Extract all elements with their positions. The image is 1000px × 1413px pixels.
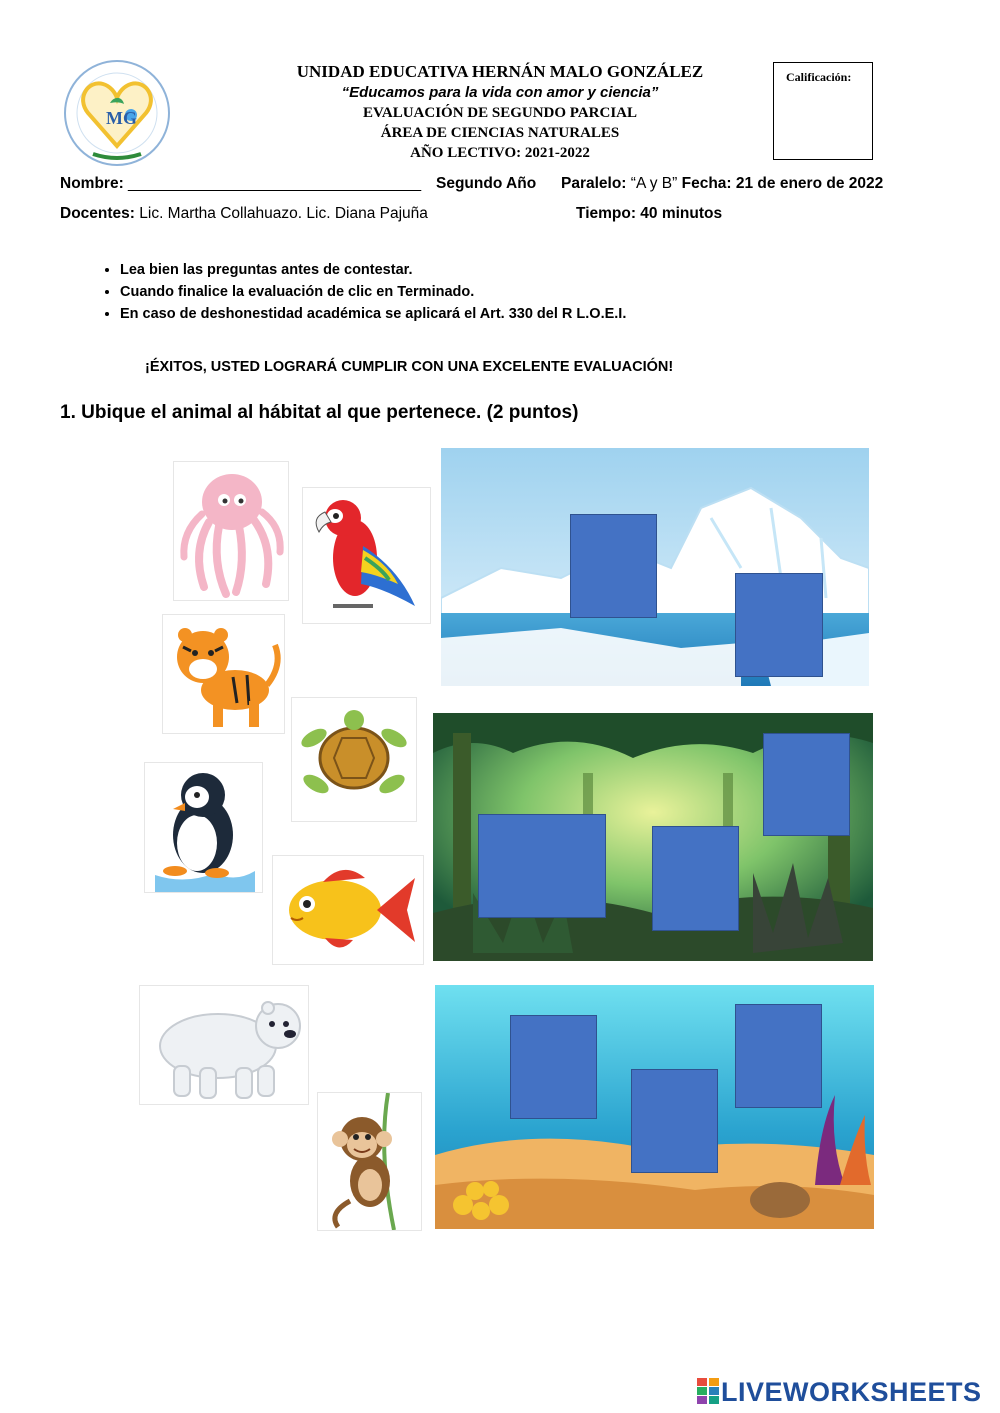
drop-zone-ocean-3[interactable] bbox=[735, 1004, 822, 1108]
school-name: UNIDAD EDUCATIVA HERNÁN MALO GONZÁLEZ bbox=[296, 62, 704, 81]
penguin-card[interactable] bbox=[145, 763, 262, 892]
ocean-habitat bbox=[435, 985, 874, 1229]
exam-title: EVALUACIÓN DE SEGUNDO PARCIAL bbox=[362, 105, 638, 121]
drop-zone-jungle-1[interactable] bbox=[478, 814, 606, 918]
teachers-row bbox=[60, 205, 428, 223]
instruction-item: • Lea bien las preguntas antes de contestar. bbox=[120, 262, 626, 278]
grade-label: Calificación: bbox=[786, 70, 852, 84]
jungle-habitat bbox=[433, 713, 873, 961]
drop-zone-ocean-1[interactable] bbox=[510, 1015, 597, 1119]
liveworksheets-logo bbox=[697, 1377, 982, 1408]
polar-bear-icon bbox=[140, 986, 308, 1104]
instructions-list bbox=[90, 262, 626, 328]
instruction-item: • Cuando finalice la evaluación de clic en Terminado. bbox=[120, 284, 626, 300]
polar-habitat bbox=[441, 448, 869, 686]
drop-zone-jungle-2[interactable] bbox=[652, 826, 739, 931]
teachers-names: Lic. Martha Collahuazo. Lic. Diana Pajuña bbox=[139, 205, 428, 222]
logo-initials: MG bbox=[106, 108, 137, 128]
name-label: Nombre: bbox=[60, 175, 124, 192]
fish-icon bbox=[273, 856, 423, 964]
paralelo-value: “A y B” bbox=[630, 175, 678, 192]
fish-card[interactable] bbox=[273, 856, 423, 964]
drop-zone-ocean-2[interactable] bbox=[631, 1069, 718, 1173]
grade-box bbox=[773, 62, 873, 160]
drop-zone-jungle-3[interactable] bbox=[763, 733, 850, 836]
polar-bear-card[interactable] bbox=[140, 986, 308, 1104]
monkey-icon bbox=[318, 1093, 421, 1230]
drop-zone-polar-2[interactable] bbox=[735, 573, 823, 677]
brand-text: LIVEWORKSHEETS bbox=[721, 1377, 982, 1407]
subject-area: ÁREA DE CIENCIAS NATURALES bbox=[380, 125, 620, 141]
drop-zone-polar-1[interactable] bbox=[570, 514, 657, 618]
tiger-card[interactable] bbox=[163, 615, 284, 733]
school-logo bbox=[58, 58, 176, 168]
monkey-card[interactable] bbox=[318, 1093, 421, 1230]
octopus-card[interactable] bbox=[174, 462, 288, 600]
instruction-item: • En caso de deshonestidad académica se aplicará el Art. 330 del R L.O.E.I. bbox=[120, 306, 626, 322]
penguin-icon bbox=[145, 763, 262, 892]
teachers-label: Docentes: bbox=[60, 205, 135, 222]
school-motto: “Educamos para la vida con amor y ciencia” bbox=[341, 84, 659, 101]
turtle-icon bbox=[292, 698, 416, 821]
question-title: 1. Ubique el animal al hábitat al que pertenece. (2 puntos) bbox=[60, 402, 579, 423]
paralelo-label: Paralelo: bbox=[561, 175, 627, 192]
success-message: ¡ÉXITOS, USTED LOGRARÁ CUMPLIR CON UNA EXCELENTE EVALUACIÓN! bbox=[145, 359, 674, 375]
turtle-card[interactable] bbox=[292, 698, 416, 821]
octopus-icon bbox=[174, 462, 288, 600]
name-blank: __________________________________ bbox=[128, 175, 422, 192]
date-label: Fecha: 21 de enero de 2022 bbox=[681, 175, 884, 192]
school-year: AÑO LECTIVO: 2021-2022 bbox=[410, 145, 590, 161]
name-row bbox=[60, 175, 421, 193]
course-label: Segundo Año bbox=[436, 175, 537, 192]
liveworksheets-icon bbox=[697, 1378, 719, 1404]
parrot-icon bbox=[303, 488, 430, 623]
parrot-card[interactable] bbox=[303, 488, 430, 623]
time-label: Tiempo: 40 minutos bbox=[576, 205, 723, 222]
tiger-icon bbox=[163, 615, 284, 733]
paralelo-row bbox=[561, 175, 883, 193]
